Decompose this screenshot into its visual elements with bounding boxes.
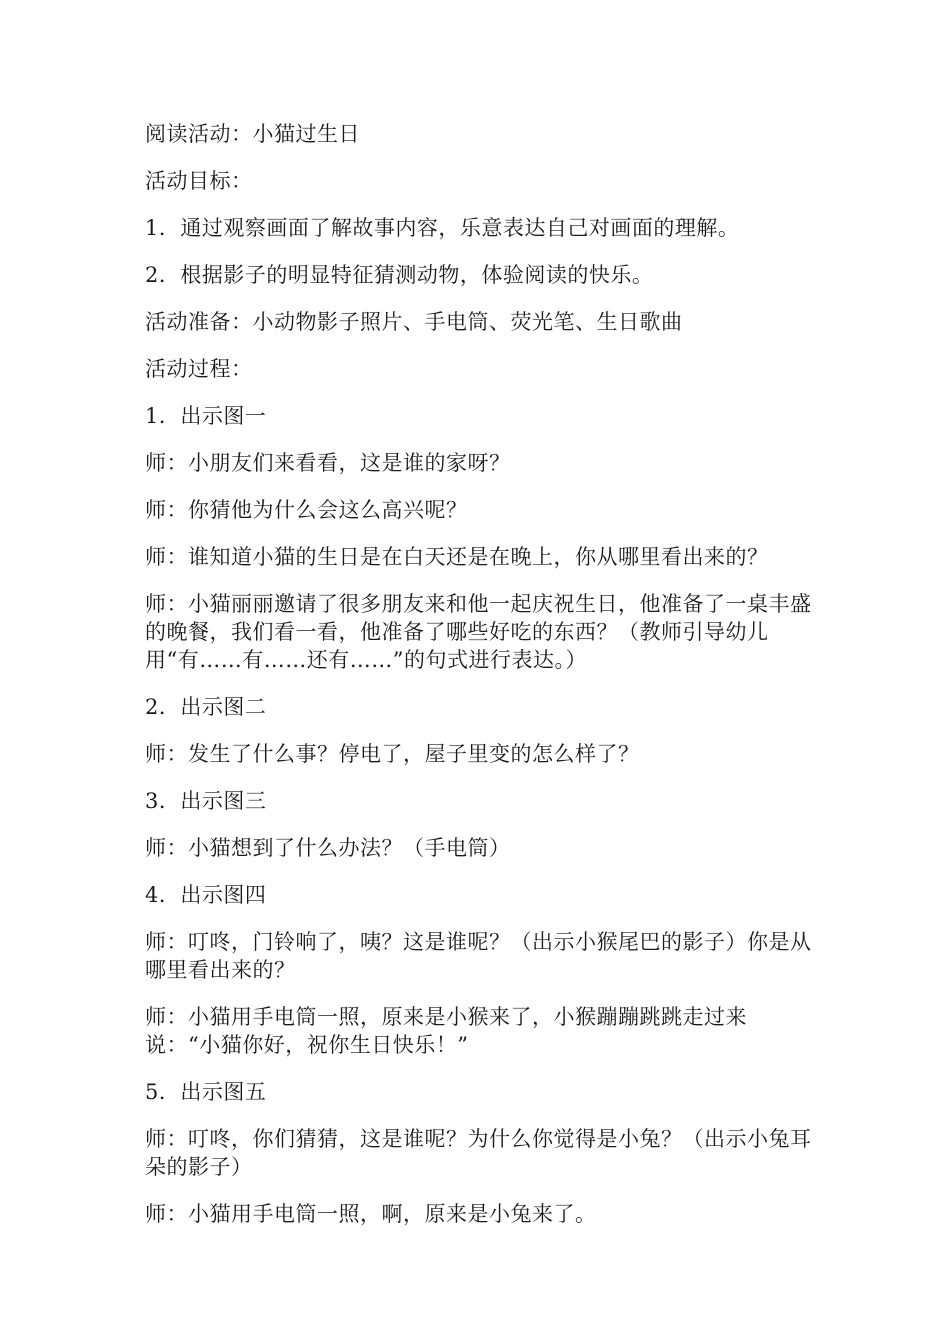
document-body — [145, 120, 815, 1247]
preparation-line: 活动准备：小动物影子照片、手电筒、荧光笔、生日歌曲 — [145, 310, 683, 334]
goal-item-1: 1．通过观察画面了解故事内容，乐意表达自己对画面的理解。 — [145, 216, 740, 240]
teacher-line: 师：小猫丽丽邀请了很多朋友来和他一起庆祝生日，他准备了一桌丰盛的晚餐，我们看一看，他准备了哪些好吃的东西？（教师引导幼儿用“有……有……还有……”的句式进行表达。） — [145, 592, 812, 672]
step-heading-1: 1．出示图一 — [145, 404, 267, 428]
teacher-line: 师：小猫用手电筒一照，原来是小猴来了，小猴蹦蹦跳跳走过来说：“小猫你好，祝你生日快乐！” — [145, 1005, 747, 1057]
step-heading-3: 3．出示图三 — [145, 789, 267, 813]
step-heading-2: 2．出示图二 — [145, 695, 267, 719]
teacher-line: 师：发生了什么事？停电了，屋子里变的怎么样了？ — [145, 742, 640, 766]
document-title: 阅读活动：小猫过生日 — [145, 122, 360, 146]
step-heading-5: 5．出示图五 — [145, 1080, 267, 1104]
teacher-line: 师：谁知道小猫的生日是在白天还是在晚上，你从哪里看出来的？ — [145, 545, 769, 569]
section-heading-process: 活动过程： — [145, 357, 253, 381]
teacher-line: 师：小朋友们来看看，这是谁的家呀？ — [145, 451, 511, 475]
step-heading-4: 4．出示图四 — [145, 883, 267, 907]
teacher-line: 师：小猫想到了什么办法？（手电筒） — [145, 836, 511, 860]
teacher-line: 师：小猫用手电筒一照，啊，原来是小兔来了。 — [145, 1202, 597, 1226]
section-heading-goals: 活动目标： — [145, 169, 253, 193]
teacher-line: 师：叮咚，门铃响了，咦？这是谁呢？（出示小猴尾巴的影子）你是从哪里看出来的？ — [145, 930, 812, 982]
teacher-line: 师：叮咚，你们猜猜，这是谁呢？为什么你觉得是小兔？（出示小兔耳朵的影子） — [145, 1127, 812, 1179]
goal-item-2: 2．根据影子的明显特征猜测动物，体验阅读的快乐。 — [145, 263, 654, 287]
teacher-line: 师：你猜他为什么会这么高兴呢？ — [145, 498, 468, 522]
